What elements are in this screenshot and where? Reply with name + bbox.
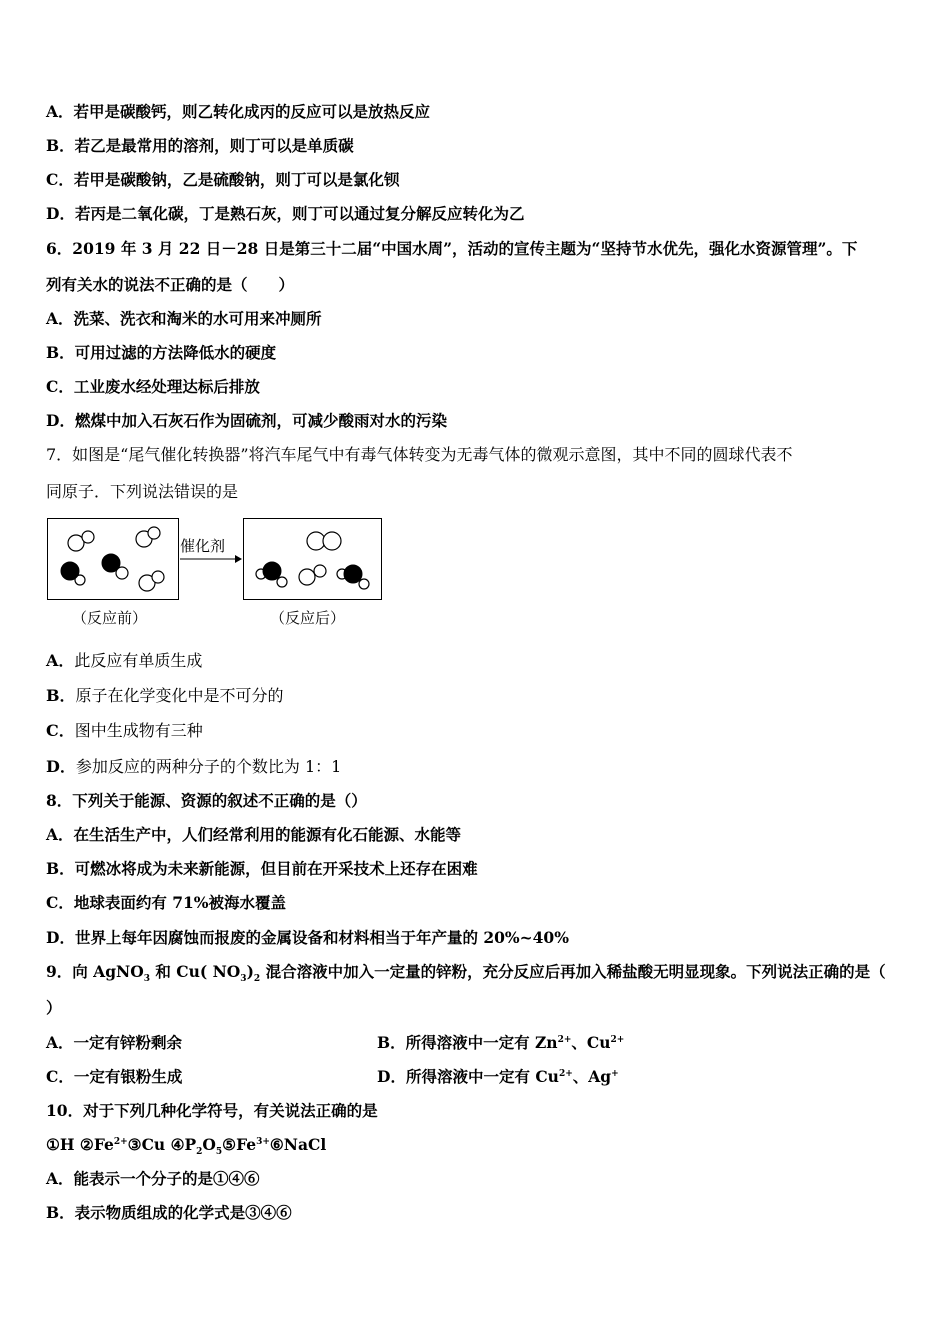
q8-option-c: C．地球表面约有 71%被海水覆盖 [46, 893, 287, 912]
q6-stem-line2: 列有关水的说法不正确的是（ ） [46, 275, 295, 294]
q6-option-d: D．燃煤中加入石灰石作为固硫剂，可减少酸雨对水的污染 [46, 411, 447, 430]
before-reaction-box [47, 518, 179, 600]
q9-option-b: B．所得溶液中一定有 $Zn^{2+}$、$Cu^{2+}$ [377, 1033, 625, 1052]
q9-stem-line2: ） [46, 998, 62, 1017]
atom-white [148, 527, 160, 539]
after-caption: （反应后） [270, 609, 346, 627]
q9-stem-line1: 9．向 AgNO$_3$ 和 Cu( $NO_3)_2$ 混合溶液中加入一定量的锌粉，充分反应后再加入稀盐酸无明显现象。下列说法正确的是（ [46, 962, 886, 985]
atom-white [82, 531, 94, 543]
q7-option-d: D．参加反应的两种分子的个数比为 1：1 [46, 757, 342, 776]
q10-stem: 10．对于下列几种化学符号，有关说法正确的是 [46, 1101, 378, 1120]
reaction-diagram [46, 515, 386, 635]
atom-white [323, 532, 341, 550]
after-reaction-box [243, 518, 382, 600]
q8-option-b: B．可燃冰将成为未来新能源，但目前在开采技术上还存在困难 [46, 859, 478, 878]
catalyst-label: 催化剂 [180, 537, 226, 555]
q6-option-b: B．可用过滤的方法降低水的硬度 [46, 343, 277, 362]
q7-option-a: A．此反应有单质生成 [46, 651, 203, 670]
q5-option-c: C．若甲是碳酸钠，乙是硫酸钠，则丁可以是氯化钡 [46, 170, 400, 189]
atom-black [344, 565, 362, 583]
atom-white [307, 532, 325, 550]
q8-option-a: A．在生活生产中，人们经常利用的能源有化石能源、水能等 [46, 825, 462, 844]
atom-white [152, 571, 164, 583]
atom-white [299, 569, 315, 585]
q7-stem-line1: 7．如图是“尾气催化转换器”将汽车尾气中有毒气体转变为无毒气体的微观示意图，其中不同的圆球代表不 [46, 445, 793, 464]
reaction-arrow [179, 553, 243, 565]
q9-option-c: C．一定有银粉生成 [46, 1067, 183, 1086]
q5-option-b: B．若乙是最常用的溶剂，则丁可以是单质碳 [46, 136, 354, 155]
q5-option-a: A．若甲是碳酸钙，则乙转化成丙的反应可以是放热反应 [46, 102, 431, 121]
atom-black [102, 554, 120, 572]
q5-option-d: D．若丙是二氧化碳，丁是熟石灰，则丁可以通过复分解反应转化为乙 [46, 204, 525, 223]
q10-option-a: A．能表示一个分子的是①④⑥ [46, 1169, 260, 1188]
q9-option-a: A．一定有锌粉剩余 [46, 1033, 183, 1052]
q6-option-a: A．洗菜、洗衣和淘米的水可用来冲厕所 [46, 309, 322, 328]
before-molecules [48, 519, 178, 599]
q7-stem-line2: 同原子．下列说法错误的是 [46, 482, 239, 501]
q6-option-c: C．工业废水经处理达标后排放 [46, 377, 260, 396]
q9-option-d: D．所得溶液中一定有 $Cu^{2+}$、Ag+ [377, 1067, 619, 1086]
before-caption: （反应前） [72, 609, 148, 627]
q8-stem: 8．下列关于能源、资源的叙述不正确的是（） [46, 791, 367, 810]
q6-stem-line1: 6．2019 年 3 月 22 日－28 日是第三十二届“中国水周”，活动的宣传主题为“坚持节水优先，强化水资源管理”。下 [46, 239, 858, 258]
q10-option-b: B．表示物质组成的化学式是③④⑥ [46, 1203, 292, 1222]
q8-option-d: D．世界上每年因腐蚀而报废的金属设备和材料相当于年产量的 20%~40% [46, 928, 569, 947]
atom-white [359, 579, 369, 589]
q7-option-c: C．图中生成物有三种 [46, 721, 203, 740]
atom-white [277, 577, 287, 587]
after-molecules [244, 519, 381, 599]
q10-symbols: ①H $②Fe^{2+}③Cu$ $④P_2O_5⑤Fe^{3+}⑥NaCl$ [46, 1135, 327, 1158]
atom-black [263, 562, 281, 580]
atom-white [314, 565, 326, 577]
atom-black [61, 562, 79, 580]
q7-option-b: B．原子在化学变化中是不可分的 [46, 686, 284, 705]
